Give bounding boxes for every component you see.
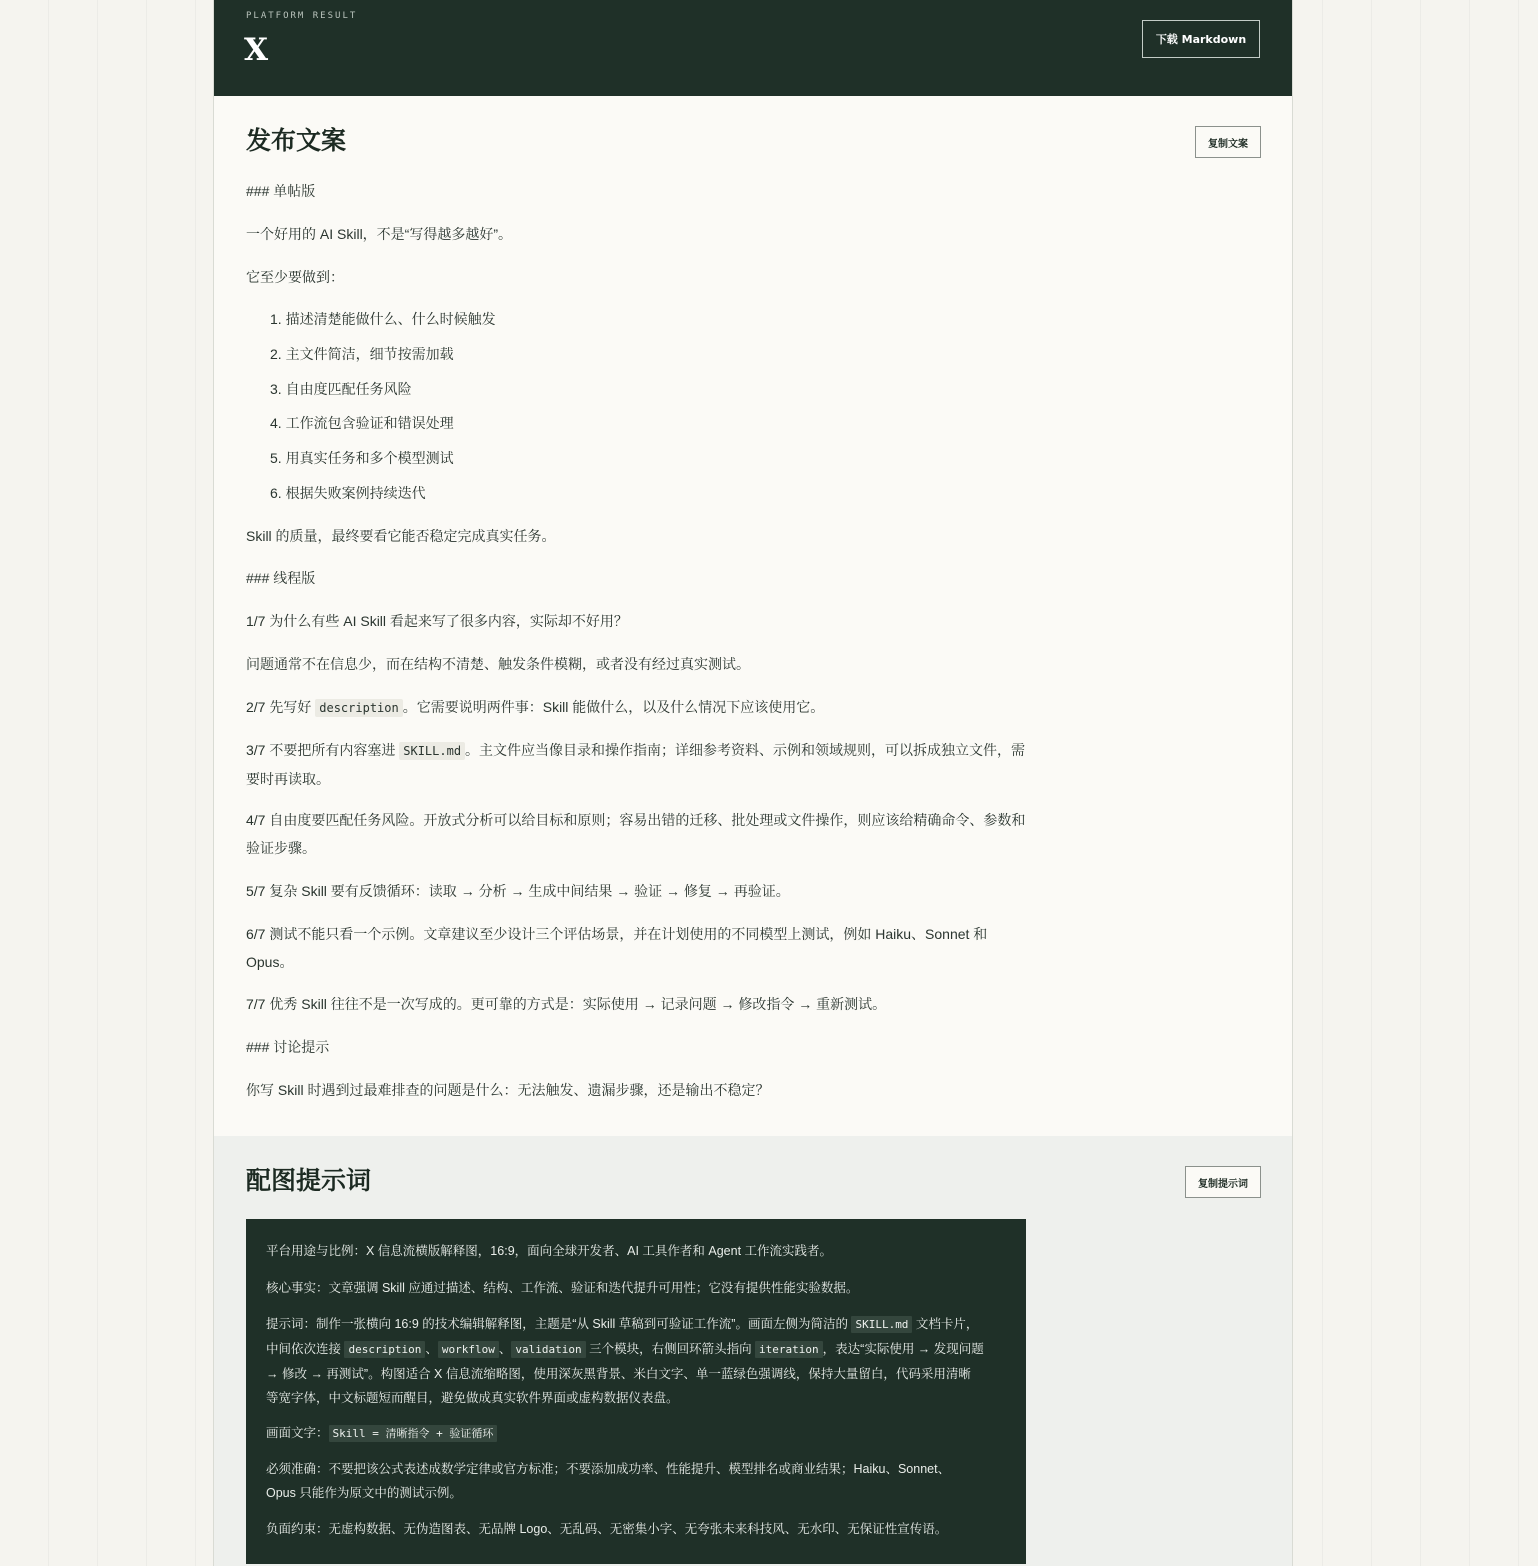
copy-section: [214, 96, 1292, 1182]
prompt-code: SKILL.md: [851, 1316, 912, 1333]
prompt-text: 等宽字体，中文标题短而醒目，避免做成真实软件界面或虚构数据仪表盘。: [266, 1391, 679, 1405]
thread-post-4: 4/7 自由度要匹配任务风险。开放式分析可以给目标和原则；容易出错的迁移、批处理或文件操作，则应该给精确命令、参数和验证步骤。: [246, 812, 1026, 856]
platform-name: X: [244, 32, 269, 68]
screen-text-label: 画面文字：: [266, 1426, 329, 1440]
prompt-text: 中间依次连接: [266, 1342, 345, 1356]
prompt-text: Opus 只能作为原文中的测试示例。: [266, 1486, 462, 1500]
thread-post-2: [246, 694, 824, 723]
prompt-text: 必须准确：不要把该公式表述成数学定律或官方标准；不要添加成功率、性能提升、模型排名或商业结果；Haiku、Sonnet、: [266, 1462, 951, 1476]
prompt-code: iteration: [755, 1341, 823, 1358]
result-header: [214, 0, 1292, 96]
prompt-text: 提示词：制作一张横向 16:9 的技术编辑解释图，主题是“从 Skill 草稿到可验证工作流”。画面左侧为简洁的: [266, 1317, 852, 1331]
download-markdown-button[interactable]: 下载 Markdown: [1142, 20, 1260, 58]
list-item: 3. 自由度匹配任务风险: [270, 381, 412, 397]
thread-post-1-detail: 问题通常不在信息少，而在结构不清楚、触发条件模糊，或者没有经过真实测试。: [246, 656, 750, 672]
thread-post-7: 7/7 优秀 Skill 往往不是一次写成的。更可靠的方式是：实际使用 → 记录问题 → 修改指令 → 重新测试。: [246, 996, 887, 1012]
thread-post-3: [246, 737, 1031, 793]
thread-3-pre: 3/7 不要把所有内容塞进: [246, 742, 400, 758]
inline-code: SKILL.md: [399, 742, 465, 760]
thread-2-pre: 2/7 先写好: [246, 699, 316, 715]
list-item: 1. 描述清楚能做什么、什么时候触发: [270, 311, 496, 327]
platform-eyebrow: PLATFORM RESULT: [246, 11, 358, 21]
prompt-facts: 核心事实：文章强调 Skill 应通过描述、结构、工作流、验证和迭代提升可用性；它没有提供性能实验数据。: [266, 1281, 859, 1295]
single-lead: 它至少要做到：: [246, 269, 344, 285]
discussion-text: 你写 Skill 时遇到过最难排查的问题是什么：无法触发、遗漏步骤，还是输出不稳定？: [246, 1082, 770, 1098]
prompt-negative: 负面约束：无虚构数据、无伪造图表、无品牌 Logo、无乱码、无密集小字、无夸张未来科技风、无水印、无保证性宣传语。: [266, 1522, 948, 1536]
prompt-code: validation: [511, 1341, 585, 1358]
single-conclusion: Skill 的质量，最终要看它能否稳定完成真实任务。: [246, 528, 556, 544]
prompt-screen-text: [266, 1421, 1006, 1446]
prompt-text: 文档卡片，: [912, 1317, 979, 1331]
prompt-section: [214, 1136, 1292, 1566]
thread-heading: ### 线程版: [246, 570, 316, 586]
prompt-code: description: [344, 1341, 425, 1358]
single-heading: ### 单帖版: [246, 183, 316, 199]
prompt-main: [266, 1312, 1006, 1410]
copy-prompt-button[interactable]: 复制提示词: [1185, 1166, 1261, 1198]
prompt-accuracy: [266, 1457, 1006, 1505]
inline-code: description: [315, 699, 402, 717]
thread-2-post: 。它需要说明两件事：Skill 能做什么，以及什么情况下应该使用它。: [402, 699, 825, 715]
thread-post-6: 6/7 测试不能只看一个示例。文章建议至少设计三个评估场景，并在计划使用的不同模型上测试，例如 Haiku、Sonnet 和 Opus。: [246, 926, 988, 970]
prompt-text: 三个模块，右侧回环箭头指向: [585, 1342, 756, 1356]
prompt-text: 、: [425, 1342, 438, 1356]
prompt-box: [246, 1219, 1026, 1564]
prompt-text: ，表达“实际使用 → 发现问题: [822, 1342, 984, 1356]
list-item: 2. 主文件简洁，细节按需加载: [270, 346, 454, 362]
prompt-text: 、: [498, 1342, 512, 1356]
thread-3-post: 。主文件应当像目录和操作指南；详细参考资料、示例和领域规则，可以拆成独立文件，需要时再读取。: [246, 742, 1026, 787]
single-intro: 一个好用的 AI Skill，不是“写得越多越好”。: [246, 226, 512, 242]
thread-post-5: 5/7 复杂 Skill 要有反馈循环：读取 → 分析 → 生成中间结果 → 验证 → 修复 → 再验证。: [246, 883, 790, 899]
screen-text-code: Skill = 清晰指令 + 验证循环: [329, 1425, 498, 1442]
result-card: [213, 0, 1293, 1566]
list-item: 4. 工作流包含验证和错误处理: [270, 415, 454, 431]
prompt-text: → 修改 → 再测试”。构图适合 X 信息流缩略图，使用深灰黑背景、米白文字、单一蓝绿色强调线，保持大量留白，代码采用清晰: [266, 1367, 971, 1381]
discussion-heading: ### 讨论提示: [246, 1039, 330, 1055]
prompt-section-title: 配图提示词: [246, 1166, 372, 1195]
copy-section-title: 发布文案: [246, 126, 347, 155]
prompt-code: workflow: [438, 1341, 499, 1358]
thread-post-1: 1/7 为什么有些 AI Skill 看起来写了很多内容，实际却不好用？: [246, 613, 628, 629]
list-item: 6. 根据失败案例持续迭代: [270, 485, 426, 501]
copy-text-button[interactable]: 复制文案: [1195, 126, 1261, 158]
prompt-usage: 平台用途与比例：X 信息流横版解释图，16:9，面向全球开发者、AI 工具作者和 Agent 工作流实践者。: [266, 1244, 833, 1258]
list-item: 5. 用真实任务和多个模型测试: [270, 450, 454, 466]
